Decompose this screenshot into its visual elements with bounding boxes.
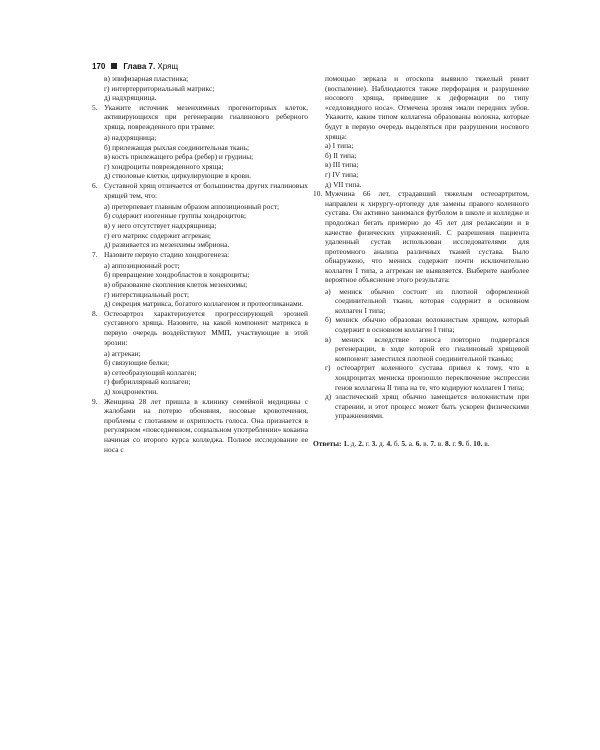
question-9-continuation: помощью зеркала и отоскопа выявило тяжелый ринит (воспаление). Наблюдаются также перфорация и разрушение носового хряща, приведшие к деформации по типу «седловидного носа». Отмечена эрозия эмали передних зубов. Укажите, каким типом коллагена образованы волокна, которые будут в первую очередь выделяться при разрушении носового хряща: bbox=[325, 74, 529, 141]
option: а) I типа; bbox=[325, 141, 354, 151]
question-text: Укажите источник мезенхимных прогениторных клеток, активирующихся при регенерации гиалинового реберного хряща, поврежденного при травме: bbox=[104, 102, 308, 131]
question-9 bbox=[92, 397, 308, 455]
option: в) у него отсутствует надхрящница; bbox=[104, 220, 217, 230]
option: г) остеоартрит коленного сустава привел к тому, что в хондроцитах мениска произошло переключение экспрессии генов коллагена II типа на те, что кодируют коллаген I типа; bbox=[325, 363, 529, 392]
answer-number: 10. bbox=[473, 438, 483, 448]
left-column bbox=[92, 74, 308, 456]
question-5 bbox=[92, 103, 308, 132]
option: б) мениск обычно образован волокнистым хрящом, который содержит в основном коллаген I типа; bbox=[325, 315, 529, 334]
option: д) надхрящница. bbox=[104, 93, 157, 103]
answer-letter: г. bbox=[452, 438, 457, 448]
answer-number: 5. bbox=[401, 438, 407, 448]
option: в) мениск вследствие износа повторно подвергался регенерации, в ходе которой его гиалиновый хрящевой компонент заместился плотной соединительной тканью; bbox=[325, 334, 529, 363]
option: в) III типа; bbox=[325, 160, 359, 170]
answers-label: Ответы: bbox=[313, 438, 342, 448]
option: г) IV типа; bbox=[325, 169, 359, 179]
answer-letter: в. bbox=[437, 438, 444, 448]
option: д) стволовые клетки, циркулирующие в крови. bbox=[104, 171, 251, 181]
option: г) интертерриториальный матрикс; bbox=[104, 83, 215, 93]
answer-number: 2. bbox=[358, 438, 364, 448]
question-number: 5. bbox=[92, 102, 98, 112]
question-text: Назовите первую стадию хондрогенеза: bbox=[104, 249, 230, 259]
question-number: 7. bbox=[92, 249, 98, 259]
option: а) мениск обычно состоит из плотной оформленной соединительной ткани, которая содержит в основном коллаген I типа; bbox=[325, 286, 529, 315]
question-10 bbox=[313, 189, 529, 285]
question-text: Женщина 28 лет пришла в клинику семейной медицины с жалобами на потерю обоняния, носовые кровотечения, проблемы с глотанием и охриплость голоса. Она признается в регулярном «повседневном, социальном употреблении» кокаина начиная со второго курса колледжа. Полное исследование ее носа с bbox=[104, 396, 308, 454]
answer-letter: в. bbox=[423, 438, 429, 448]
page-header bbox=[92, 61, 178, 73]
chapter-title: Хрящ bbox=[157, 62, 179, 71]
option: в) образование скопления клеток мезенхимы; bbox=[104, 279, 248, 289]
option: д) секреция матрикса, богатого коллагеном и протеогликанами. bbox=[104, 299, 304, 309]
page-number: 170 bbox=[92, 62, 106, 71]
option: а) претерпевает главным образом аппозиционный рост; bbox=[104, 201, 280, 211]
answer-number: 3. bbox=[371, 438, 378, 448]
option: б) II типа; bbox=[325, 150, 357, 160]
square-bullet-icon bbox=[111, 63, 117, 69]
answer-letter: б. bbox=[465, 438, 472, 448]
option: д) VII типа. bbox=[325, 179, 362, 189]
option: б) прилежащая рыхлая соединительная ткань; bbox=[104, 142, 250, 152]
option: г) интерстициальный рост; bbox=[104, 289, 190, 299]
question-8 bbox=[92, 309, 308, 347]
option: в) сетеобразующий коллаген; bbox=[104, 367, 197, 377]
option: а) надхрящница; bbox=[104, 133, 157, 143]
answer-number: 4. bbox=[386, 438, 392, 448]
option: б) связующие белки; bbox=[104, 358, 170, 368]
question-text: Мужчина 66 лет, страдавший тяжелым остеоартритом, направлен к хирургу-ортопеду для замены правого коленного сустава. Он активно занимался футболом в школе и колледже и продолжал бегать примерно до 45 лет для релаксации и в качестве физических упражнений. С разрешения пациента удаленный сустав использован исследователями для протеомного анализа различных тканей сустава. Было обнаружено, что мениск содержит почти исключительно коллаген I типа, а аггрекан не выявляется. Выберите наиболее вероятное объяснение этого результата: bbox=[325, 189, 529, 285]
answer-letter: д. bbox=[378, 438, 385, 448]
option: г) его матрикс содержит аггрекан; bbox=[104, 230, 211, 240]
answer-key bbox=[313, 439, 529, 449]
option: а) аппозиционный рост; bbox=[104, 260, 180, 270]
answer-number: 8. bbox=[444, 438, 451, 448]
option: г) хондроциты поврежденного хряща; bbox=[104, 161, 224, 171]
answer-letter: г. bbox=[365, 438, 370, 448]
option: в) кость прилежащего ребра (ребер) и грудины; bbox=[104, 152, 254, 162]
option: д) эластический хрящ обычно замещается волокнистым при старении, и этот процесс может быть ускорен физическими упражнениями. bbox=[325, 392, 529, 421]
question-6 bbox=[92, 181, 308, 200]
question-number: 9. bbox=[92, 396, 98, 406]
answer-letter: б. bbox=[393, 438, 400, 448]
answer-letter: в. bbox=[484, 438, 490, 448]
option: в) эпифизарная пластинка; bbox=[104, 74, 189, 83]
option: г) фибриллярный коллаген; bbox=[104, 377, 191, 387]
option: а) аггрекан; bbox=[104, 348, 141, 358]
question-7 bbox=[92, 250, 308, 260]
answer-number: 7. bbox=[430, 438, 436, 448]
question-number: 10. bbox=[313, 189, 323, 199]
answer-number: 9. bbox=[458, 438, 464, 448]
question-number: 8. bbox=[92, 308, 98, 318]
option: б) содержит изогенные группы хондроцитов; bbox=[104, 211, 246, 221]
question-number: 6. bbox=[92, 181, 98, 191]
answer-number: 1. bbox=[343, 438, 349, 448]
question-4-tail bbox=[92, 74, 308, 103]
right-column bbox=[313, 74, 529, 448]
question-text: Суставной хрящ отличается от большинства других гиалиновых хрящей тем, что: bbox=[104, 181, 308, 200]
answer-number: 6. bbox=[415, 438, 422, 448]
option: б) превращение хондробластов в хондроциты; bbox=[104, 270, 250, 280]
option: д) развивается из мезенхимы эмбриона. bbox=[104, 240, 230, 250]
question-text: Остеоартроз характеризуется прогрессирующей эрозией суставного хряща. Назовите, на какой компонент матрикса в первую очередь воздействуют ММП, участвующие в этой эрозии: bbox=[104, 308, 308, 347]
option: д) хондронектин. bbox=[104, 387, 159, 396]
answer-letter: а. bbox=[408, 438, 414, 448]
chapter-label: Глава 7. bbox=[123, 62, 156, 71]
answer-letter: д. bbox=[350, 438, 357, 448]
